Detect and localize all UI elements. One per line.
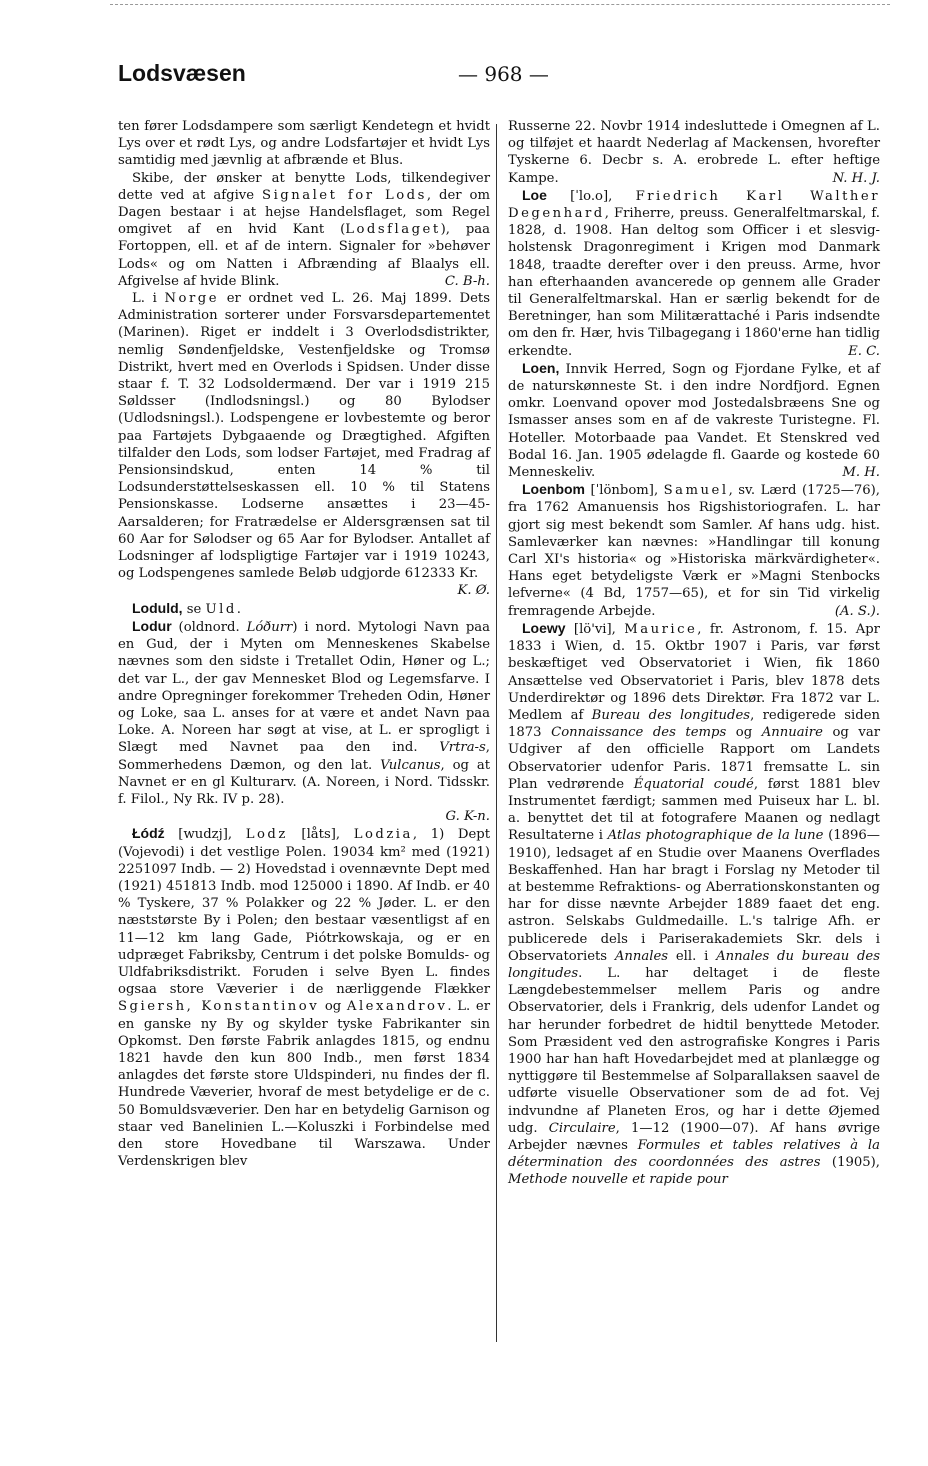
text-run: , og at Navnet er en gl Kulturarv. (A. Noreen, i Nord. Tidsskr. f. Filol., Ny Rk. IV p. 28). (118, 757, 490, 807)
headword: Loenbom (522, 481, 585, 498)
entry-loe (508, 187, 880, 360)
text-run: og (319, 999, 347, 1015)
cross-reference: Uld (205, 601, 237, 617)
text-run: , 1) Dept (Vojevodi) i det vestlige Polen. 19034 km² med (1921) 2251097 Indb. — 2) Hovedstad i ovennævnte Dept med (1921) 451813 Indb. mod 125000 i 1890. Af Indb. er 40 % Tyskere, 37 % Polakker og 22 % Jøder. L. er den næststørste By i Polen; den bestaar væsentligst af en 11—12 km lang Gade, Piótrkowskaja, og er en udpræget Fabriksby, Centrum i det polske Bomulds- og Uldfabriksdistrikt. Foruden i selve Byen L. findes ogsaa store Væverier i de nærliggende Flækker (118, 827, 491, 998)
spaced-name: Friedrich Karl Walther Degenhard (508, 188, 880, 222)
spaced-name: Lodsflaget (345, 222, 441, 238)
text-run: ) i nord. Mytologi Navn paa en Gud, der i Myten om Menneskenes Skabelse nævnes som den sidste i Tretallet Odin, Høner og L.; det var L., der gav Mennesket Blod og Legemsfarve. I andre Opregninger forekommer Treheden Odin, Høner og Loke, saa L. anses for at være et andet Navn paa Loke. A. Noreen har søgt at vise, at L. er sprogligt i Slægt med Navnet paa den ind. (118, 619, 491, 756)
author-signature: (A. S.). (834, 603, 880, 619)
text-run: Russerne 22. Novbr 1914 indesluttede i Omegnen af L. og tilføjet et haardt Nederlag af Mackensen, hvorefter Tyskerne 6. Decbr s. A. erobrede L. efter heftige Kampe. (508, 119, 880, 186)
italic-title: Équatorial coudé (633, 776, 754, 792)
italic-title: Formules et tables relatives à la détermination des coordonnées des astres (508, 1137, 880, 1171)
text-run: [lö'vi], (565, 621, 625, 637)
entry-loewy (508, 620, 880, 1189)
page-header (118, 60, 878, 96)
running-head-title: Lodsvæsen (118, 60, 246, 86)
text-run: ), paa Fortoppen, ell. et af de intern. Signaler for »behøver Lods« og om Natten i Afbrænding af Blaalys ell. Afgivelse af hvide Blink. (118, 222, 490, 289)
text-run: [ˈlo.o], (546, 188, 636, 204)
author-signature: K. Ø. (457, 583, 490, 599)
spaced-name: Signalet for Lods (262, 187, 427, 203)
text-run: se (182, 601, 206, 617)
italic-title: Circulaire (548, 1120, 616, 1136)
text-run: . L. er en ganske ny By og skylder tyske Fabrikanter sin Opkomst. Den første Fabrik anlagdes 1815, og endnu 1821 havde den kun 800 Indb., men først 1834 anlagdes det første store Uldspinderi, nu findes der fl. Hundrede Væverier, hvoraf de mest betydelige er de c. 50 Bomuldsvæverier. Den har en betydelig Garnison og staar ved Banelinien L.—Koluszki i Forbindelse med den store Hovedbane til Warszawa. Under Verdenskrigen blev (118, 999, 491, 1170)
text-run: (1905), (820, 1155, 880, 1171)
text-run: er ordnet ved L. 26. Maj 1899. Dets Administration sorterer under Forsvarsdepartementet (Marinen). Riget er inddelt i 3 Overlodsdistrikter, nemlig Søndenfjeldske, Vestenfjeldske og Tromsø Distrikt, hvert med en Overlods i Spidsen. Under disse staar f. T. 32 Lodsoldermænd. Der var i 1919 215 Søldsser (Indlodsningsl.) og 80 Bylodser (Udlodsningsl.). Lodspengene er lovbestemte og beror paa Fartøjets Dybgaaende og Drægtighed. Afgiften tilfalder den Lods, som lodser Fartøjet, med Fradrag af Pensionsindskud, enten 14 % til Lodsunderstøttelseskassen ell. 10 % til Statens Pensionskasse. Lodserne ansættes i 23—45-Aarsalderen; for Fratrædelse er Aldersgrænsen sat til 60 Aar for Sølodser og 65 Aar for Bylodser. Antallet af Lodsninger af lodspligtige Fartøjer var i 1919 10243, og Lodspengenes samlede Beløb udgjorde 612333 Kr. (118, 291, 490, 582)
text-run: ell. i (668, 948, 717, 964)
spaced-name: Norge (164, 291, 220, 307)
headword: Łódź (132, 825, 165, 842)
italic-title: Connaissance des temps (551, 725, 727, 741)
italic-title: Annales du bureau des longitudes (508, 948, 880, 981)
italic-title: Bureau des longitudes (591, 707, 751, 723)
spaced-name: Samuel (663, 483, 729, 499)
paragraph-signals (118, 170, 490, 290)
entry-continuation-lodsvaesen (118, 118, 490, 170)
text-run: [wudzj], (164, 827, 246, 843)
author-signature: G. K-n. (445, 809, 490, 825)
text-run: , først 1881 blev Instrumentet færdigt; sammen med Puiseux har L. bl. a. benyttet det til at fotografere Maanen og nedlagt Resultaterne i (508, 776, 880, 844)
text-run: , fr. Astronom, f. 15. Apr 1833 i Wien, d. 15. Oktbr 1907 i Paris, var først beskæftiget ved Observatoriet i Wien, fik 1860 Ansættelse ved Observatoriet i Paris, blev 1878 dets Underdirektør og 1896 dets Direktør. Fra 1872 var L. Medlem af (508, 621, 880, 723)
author-signature: M. H. (842, 465, 880, 481)
left-column (118, 118, 490, 1170)
text-run: ten fører Lodsdampere som særligt Kendetegn et hvidt Lys over et rødt Lys, og andre Lodsfartøjer et hvidt Lys samtidig med jævnlig at afbrænde et Blus. (118, 119, 490, 169)
italic-title: Vulcanus (380, 757, 441, 773)
headword: Loduld, (132, 599, 183, 616)
author-signature-line (118, 808, 490, 825)
text-run: og var Udgiver af den officielle Rapport om Landets Observatorier udenfor Paris. 1871 fremsatte L. sin Plan vedrørende (508, 725, 880, 792)
entry-continuation-lodz (508, 118, 880, 187)
entry-lodz (118, 825, 490, 1170)
italic-title: Vrtra-s (439, 740, 486, 756)
headword: Lodur (132, 617, 172, 634)
italic-title: Atlas photographique de la lune (607, 828, 824, 844)
text-run: og (726, 725, 762, 741)
italic-title: Methode nouvelle et rapide pour (508, 1172, 728, 1188)
column-divider (496, 124, 497, 1342)
headword: Loen, (522, 359, 560, 376)
paragraph-norway (118, 290, 490, 599)
text-run: , 1—12 (1900—07). Af hans øvrige Arbejder nævnes (508, 1120, 881, 1153)
spaced-name: Maurice (624, 621, 698, 637)
italic-title: Annuaire (761, 725, 823, 741)
author-signature: C. B-h. (444, 273, 490, 289)
text-run: , sv. Lærd (1725—76), fra 1762 Amanuensis hos Rigshistoriografen. L. har gjort sig mest bekendt som Samler. Af hans udg. hist. Samleværker kan nævnes: »Handlingar till konung Carl XI's historia« og »Historiska märkvärdigheter«. Hans eget betydeligste Værk er »Magni Stenbocks lefverne« (4 Bd, 1757—65), et for sin Tid virkelig fremragende Arbejde. (508, 483, 880, 619)
text-run: , Friherre, preuss. Generalfeltmarskal, f. 1828, d. 1908. Han deltog som Officer i et slesvig-holstensk Dragonregiment i Krigen mod Danmark 1848, traadte derefter over i den preuss. Arme, hvor han efterhaanden avancerede op gennem alle Grader til Generalfeltmarskal. Han er særlig bekendt for de Beretninger, han som Militærattaché i Paris indsendte om den fr. Hær, hvis Tilbagegang i 1860'erne han tidlig erkendte. (508, 206, 880, 359)
spaced-name: Lodz (245, 827, 288, 843)
headword: Loe (522, 186, 547, 203)
text-run: . L. har deltaget i de fleste Længdebestemmelser mellem Paris og andre Observatorier, dels i Frankrig, dels udenfor Landet og har herunder forbedret de hidtil benyttede Metoder. Som Præsident ved den astrografiske Kongres i Paris 1900 har han haft Hovedarbejdet med at planlægge og nyttiggøre til Bestemmelse af Solparallaksen saavel de udførte visuelle Observationer som de ad fot. Vej indvundne af Planeten Eros, og har i dette Øjemed udg. (508, 965, 880, 1136)
scan-edge-rule (110, 4, 890, 5)
page-number: — 968 — (458, 62, 549, 86)
spaced-name: Sgiersh, Konstantinov (118, 999, 320, 1015)
spaced-name: Alexandrov (346, 999, 448, 1015)
text-run: , redigerede siden 1873 (508, 707, 880, 741)
text-run: , der om Dagen bestaar i at hejse Handelsflaget, som Regel omgivet af en hvid Kant ( (118, 187, 490, 238)
entry-lodur (118, 618, 490, 808)
headword: Loewy (522, 619, 566, 636)
italic-title: Lóðurr (246, 619, 293, 635)
author-signature: E. C. (848, 343, 880, 359)
text-run: (oldnord. (171, 619, 247, 635)
spaced-name: Lodzia (353, 827, 413, 843)
entry-loduld (118, 600, 490, 618)
text-run: [låts], (287, 827, 354, 843)
author-signature: N. H. J. (832, 170, 880, 186)
text-run: , Sommerhedens Dæmon, og den lat. (118, 740, 490, 773)
entry-loenbom (508, 481, 880, 620)
text-run: [ˈlönbom], (585, 483, 664, 499)
right-column (508, 118, 880, 1189)
text-run: Innvik Herred, Sogn og Fjordane Fylke, et af de naturskønneste St. i den indre Nordfjord. Egnen omkr. Loenvand opover mod Jostedalsbræens Sne og Ismasser anses som en af de vakreste Turistegne. Fl. Hoteller. Motorbaade paa Vandet. Et Stenskred ved Bodal 16. Jan. 1905 ødelagde fl. Gaarde og kostede 60 Menneskeliv. (508, 361, 880, 481)
text-run: (1896—1910), ledsaget af en Studie over Maanens Overflades Beskaffenhed. Han har bragt i Forslag ny Metoder til at bestemme Refraktions- og Aberrationskonstanten og har for disse nævnte Arbejder 1889 faaet det eng. astron. Selskabs Guldmedaille. L.'s talrige Afh. er publicerede dels i Pariserakademiets Skr. dels i Observatoriets (508, 828, 880, 964)
text-run: Skibe, der ønsker at benytte Lods, tilkendegiver dette ved at afgive (118, 170, 490, 203)
text-run: . (236, 601, 241, 617)
italic-title: Annales (614, 948, 669, 964)
entry-loen (508, 360, 880, 481)
text-run: L. i (132, 291, 165, 307)
